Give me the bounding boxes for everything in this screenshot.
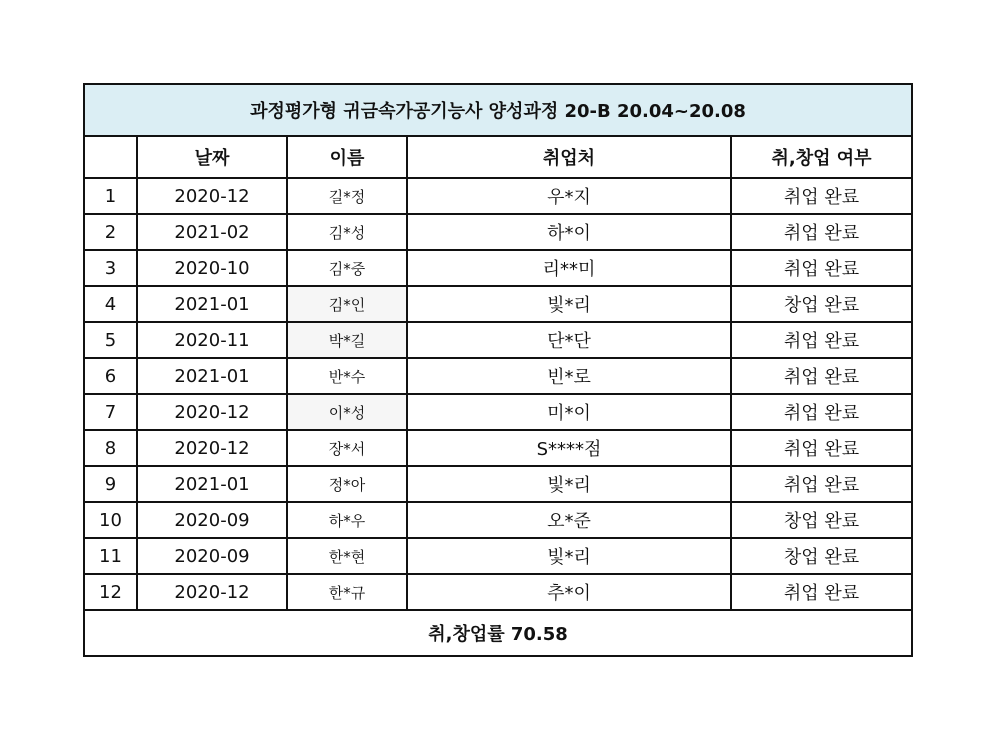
cell-no: 4 [84, 286, 137, 322]
cell-name: 이*성 [287, 394, 407, 430]
cell-employer: 빈*로 [407, 358, 731, 394]
cell-date: 2020-12 [137, 574, 287, 610]
table-row [84, 466, 912, 502]
cell-no: 1 [84, 178, 137, 214]
cell-no: 3 [84, 250, 137, 286]
footer-row [84, 610, 912, 656]
header-name: 이름 [287, 136, 407, 178]
cell-status: 취업 완료 [731, 178, 912, 214]
cell-employer: 리**미 [407, 250, 731, 286]
header-date: 날짜 [137, 136, 287, 178]
cell-employer: 우*지 [407, 178, 731, 214]
header-status: 취,창업 여부 [731, 136, 912, 178]
cell-no: 11 [84, 538, 137, 574]
cell-status: 취업 완료 [731, 430, 912, 466]
table-row [84, 502, 912, 538]
cell-status: 취업 완료 [731, 358, 912, 394]
cell-no: 8 [84, 430, 137, 466]
cell-employer: 오*준 [407, 502, 731, 538]
cell-no: 7 [84, 394, 137, 430]
cell-status: 창업 완료 [731, 538, 912, 574]
cell-no: 5 [84, 322, 137, 358]
table-row [84, 394, 912, 430]
cell-no: 12 [84, 574, 137, 610]
cell-name: 김*성 [287, 214, 407, 250]
cell-status: 취업 완료 [731, 394, 912, 430]
cell-date: 2020-12 [137, 394, 287, 430]
cell-name: 길*정 [287, 178, 407, 214]
table-row [84, 430, 912, 466]
cell-status: 취업 완료 [731, 574, 912, 610]
cell-status: 취업 완료 [731, 322, 912, 358]
cell-date: 2020-09 [137, 502, 287, 538]
cell-no: 6 [84, 358, 137, 394]
cell-name: 김*중 [287, 250, 407, 286]
cell-date: 2020-12 [137, 178, 287, 214]
table-row [84, 250, 912, 286]
cell-status: 취업 완료 [731, 466, 912, 502]
header-no [84, 136, 137, 178]
table-row [84, 286, 912, 322]
cell-employer: 미*이 [407, 394, 731, 430]
cell-date: 2020-09 [137, 538, 287, 574]
cell-no: 9 [84, 466, 137, 502]
cell-employer: 추*이 [407, 574, 731, 610]
cell-employer: 단*단 [407, 322, 731, 358]
cell-name: 한*현 [287, 538, 407, 574]
table-row [84, 574, 912, 610]
cell-name: 한*규 [287, 574, 407, 610]
table-row [84, 214, 912, 250]
cell-no: 10 [84, 502, 137, 538]
cell-date: 2021-02 [137, 214, 287, 250]
cell-status: 창업 완료 [731, 502, 912, 538]
cell-date: 2020-10 [137, 250, 287, 286]
table-row [84, 358, 912, 394]
cell-name: 김*인 [287, 286, 407, 322]
cell-name: 반*수 [287, 358, 407, 394]
cell-name: 하*우 [287, 502, 407, 538]
header-row [84, 136, 912, 178]
cell-name: 장*서 [287, 430, 407, 466]
employment-rate: 취,창업률 70.58 [84, 610, 912, 656]
cell-status: 취업 완료 [731, 214, 912, 250]
cell-employer: 빛*리 [407, 538, 731, 574]
cell-date: 2021-01 [137, 358, 287, 394]
table-row [84, 322, 912, 358]
title-row [84, 84, 912, 136]
cell-employer: 하*이 [407, 214, 731, 250]
cell-employer: 빛*리 [407, 286, 731, 322]
table-row [84, 538, 912, 574]
cell-date: 2020-12 [137, 430, 287, 466]
table-row [84, 178, 912, 214]
table-title: 과정평가형 귀금속가공기능사 양성과정 20-B 20.04~20.08 [84, 84, 912, 136]
cell-no: 2 [84, 214, 137, 250]
cell-status: 취업 완료 [731, 250, 912, 286]
cell-name: 박*길 [287, 322, 407, 358]
cell-name: 정*아 [287, 466, 407, 502]
employment-table [83, 83, 913, 657]
cell-date: 2020-11 [137, 322, 287, 358]
cell-date: 2021-01 [137, 466, 287, 502]
cell-date: 2021-01 [137, 286, 287, 322]
header-employer: 취업처 [407, 136, 731, 178]
cell-employer: 빛*리 [407, 466, 731, 502]
cell-status: 창업 완료 [731, 286, 912, 322]
cell-employer: S****점 [407, 430, 731, 466]
